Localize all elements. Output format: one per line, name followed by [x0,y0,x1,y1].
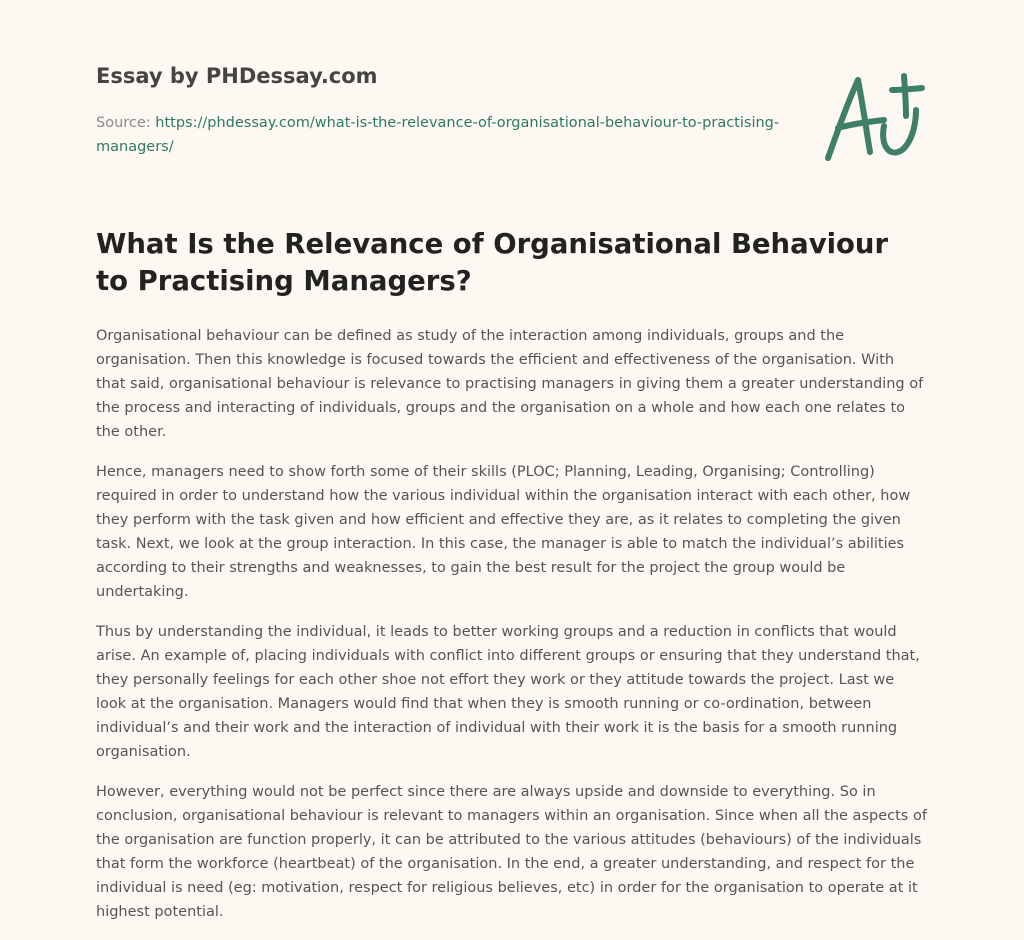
essay-title: What Is the Relevance of Organisational Behaviour to Practising Managers? [96,228,889,297]
paragraph: Thus by understanding the individual, it leads to better working groups and a reduction in conflicts that would arise. An example of, placing individuals with conflict into different groups or ensuring that they understand that, they personally feelings for each other shoe not effort they work or they attitude towards the project. Last we look at the organisation. Managers would find that when they is smooth running or co-ordination, between individual’s and their work and the interaction of individual with their work it is the basis for a smooth running organisation. [96,624,920,760]
source-link[interactable]: https://phdessay.com/what-is-the-relevance-of-organisational-behaviour-to-practising-managers/ [96,115,780,155]
source-label: Source: [96,115,156,131]
paragraph: However, everything would not be perfect since there are always upside and downside to everything. So in conclusion, organisational behaviour is relevant to managers within an organisation. Since when all the aspects of the organisation are function properly, it can be attributed to the various attitudes (behaviours) of the individuals that form the workforce (heartbeat) of the organisation. In the end, a greater understanding, and respect for the individual is need (eg: motivation, respect for religious believes, etc) in order for the organisation to operate at it highest potential. [96,784,927,920]
paragraph: Organisational behaviour can be defined as study of the interaction among individuals, groups and the organisation. Then this knowledge is focused towards the efficient and effectiveness of the organisation. With that said, organisational behaviour is relevance to practising managers in giving them a greater understanding of the process and interacting of individuals, groups and the organisation on a whole and how each one relates to the other. [96,328,924,440]
site-brand: Essay by PHDessay.com [96,64,378,88]
a-plus-icon [818,66,930,166]
source-line [96,111,796,159]
essay-body [96,324,928,940]
paragraph: Hence, managers need to show forth some of their skills (PLOC; Planning, Leading, Organising; Controlling) required in order to understand how the various individual within the organisation interact with each other, how they perform with the task given and how efficient and effective they are, as it relates to completing the given task. Next, we look at the group interaction. In this case, the manager is able to match the individual’s abilities according to their strengths and weaknesses, to gain the best result for the project the group would be undertaking. [96,464,911,600]
